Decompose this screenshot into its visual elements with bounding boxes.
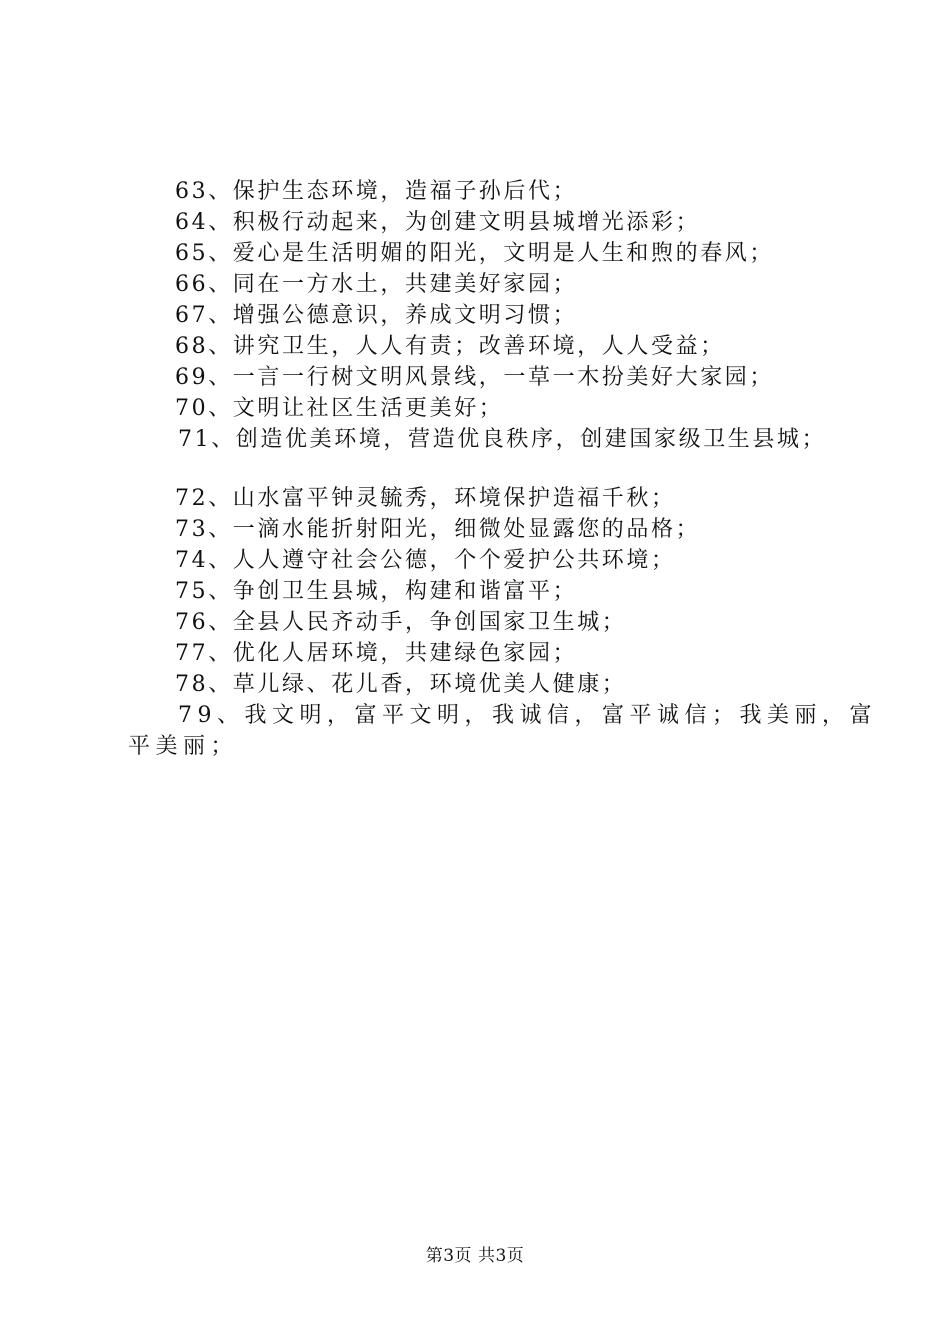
slogan-line-64: 64、积极行动起来，为创建文明县城增光添彩； — [175, 210, 701, 235]
slogan-line-65: 65、爱心是生活明媚的阳光，文明是人生和煦的春风； — [175, 241, 774, 266]
slogan-line-76: 76、全县人民齐动手，争创国家卫生城； — [175, 610, 627, 635]
slogan-line-63: 63、保护生态环境，造福子孙后代； — [175, 179, 578, 204]
slogan-line-71: 71、创造优美环境，营造优良秩序，创建国家级卫生县城； — [178, 427, 827, 452]
slogan-line-74: 74、人人遵守社会公德，个个爱护公共环境； — [175, 548, 676, 573]
slogan-line-77: 77、优化人居环境，共建绿色家园； — [175, 641, 578, 666]
slogan-line-79: 79、我文明，富平文明，我诚信，富平诚信；我美丽，富 — [178, 703, 877, 728]
slogan-line-68: 68、讲究卫生，人人有责；改善环境，人人受益； — [175, 334, 725, 359]
slogan-line-73: 73、一滴水能折射阳光，细微处显露您的品格； — [175, 517, 701, 542]
slogan-line-67: 67、增强公德意识，养成文明习惯； — [175, 303, 578, 328]
slogan-line-79-continued: 平美丽； — [128, 734, 239, 759]
slogan-line-75: 75、争创卫生县城，构建和谐富平； — [175, 579, 578, 604]
slogan-line-69: 69、一言一行树文明风景线，一草一木扮美好大家园； — [175, 365, 774, 390]
slogan-line-66: 66、同在一方水土，共建美好家园； — [175, 272, 578, 297]
slogan-line-78: 78、草儿绿、花儿香，环境优美人健康； — [175, 672, 627, 697]
page-number-footer: 第3页 共3页 — [425, 1246, 525, 1266]
slogan-line-72: 72、山水富平钟灵毓秀，环境保护造福千秋； — [175, 486, 676, 511]
slogan-line-70: 70、文明让社区生活更美好； — [175, 396, 504, 421]
